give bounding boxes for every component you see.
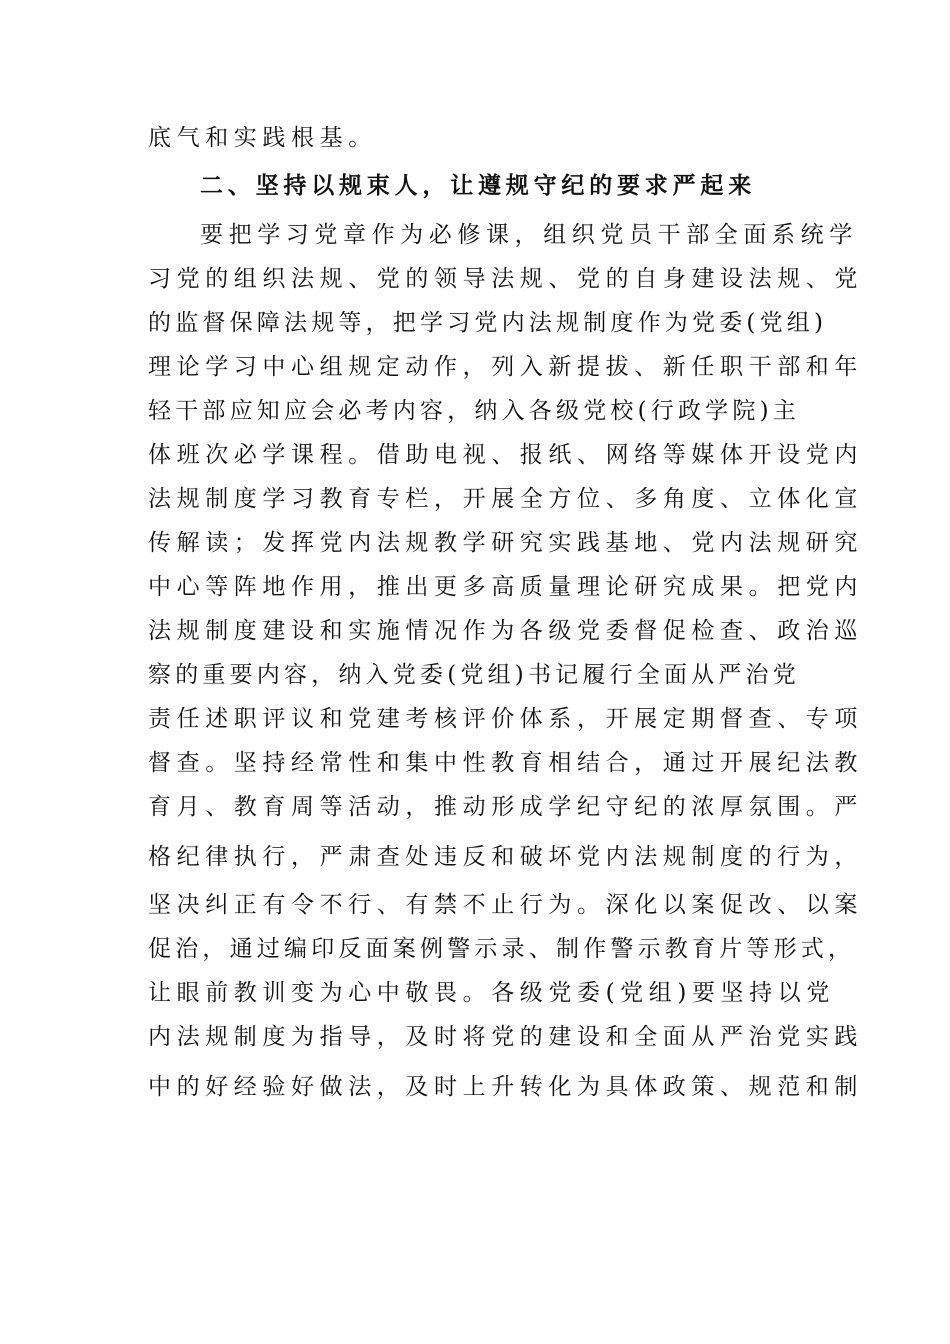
text-line: 督查。坚持经常性和集中性教育相结合，通过开展纪法教 — [148, 750, 863, 776]
text-line: 中的好经验好做法，及时上升转化为具体政策、规范和制 — [148, 1074, 863, 1100]
text-line: 理论学习中心组规定动作，列入新提拔、新任职干部和年 — [148, 354, 863, 380]
text-line: 底气和实践根基。 — [148, 125, 377, 151]
text-line: 中心等阵地作用，推出更多高质量理论研究成果。把党内 — [148, 574, 863, 600]
text-line: 育月、教育周等活动，推动形成学纪守纪的浓厚氛围。严 — [148, 794, 863, 820]
text-line: 要把学习党章作为必修课，组织党员干部全面系统学 — [200, 222, 858, 248]
text-line: 促治，通过编印反面案例警示录、制作警示教育片等形式， — [148, 936, 856, 962]
text-line: 格纪律执行，严肃查处违反和破坏党内法规制度的行为， — [148, 844, 863, 870]
text-line: 让眼前教训变为心中敬畏。各级党委(党组)要坚持以党 — [148, 980, 835, 1006]
text-line: 的监督保障法规等，把学习党内法规制度作为党委(党组) — [148, 310, 828, 336]
section-heading: 二、坚持以规束人，让遵规守纪的要求严起来 — [200, 173, 756, 199]
text-line: 察的重要内容，纳入党委(党组)书记履行全面从严治党 — [148, 662, 800, 688]
text-line: 法规制度学习教育专栏，开展全方位、多角度、立体化宣 — [148, 486, 863, 512]
text-line: 坚决纠正有令不行、有禁不止行为。深化以案促改、以案 — [148, 892, 863, 918]
text-line: 轻干部应知应会必考内容，纳入各级党校(行政学院)主 — [148, 398, 800, 424]
text-line: 法规制度建设和实施情况作为各级党委督促检查、政治巡 — [148, 618, 863, 644]
text-line: 传解读；发挥党内法规教学研究实践基地、党内法规研究 — [148, 530, 863, 556]
text-line: 体班次必学课程。借助电视、报纸、网络等媒体开设党内 — [148, 442, 863, 468]
text-line: 责任述职评议和党建考核评价体系，开展定期督查、专项 — [148, 706, 863, 732]
text-line: 习党的组织法规、党的领导法规、党的自身建设法规、党 — [148, 266, 863, 292]
text-line: 内法规制度为指导，及时将党的建设和全面从严治党实践 — [148, 1024, 863, 1050]
